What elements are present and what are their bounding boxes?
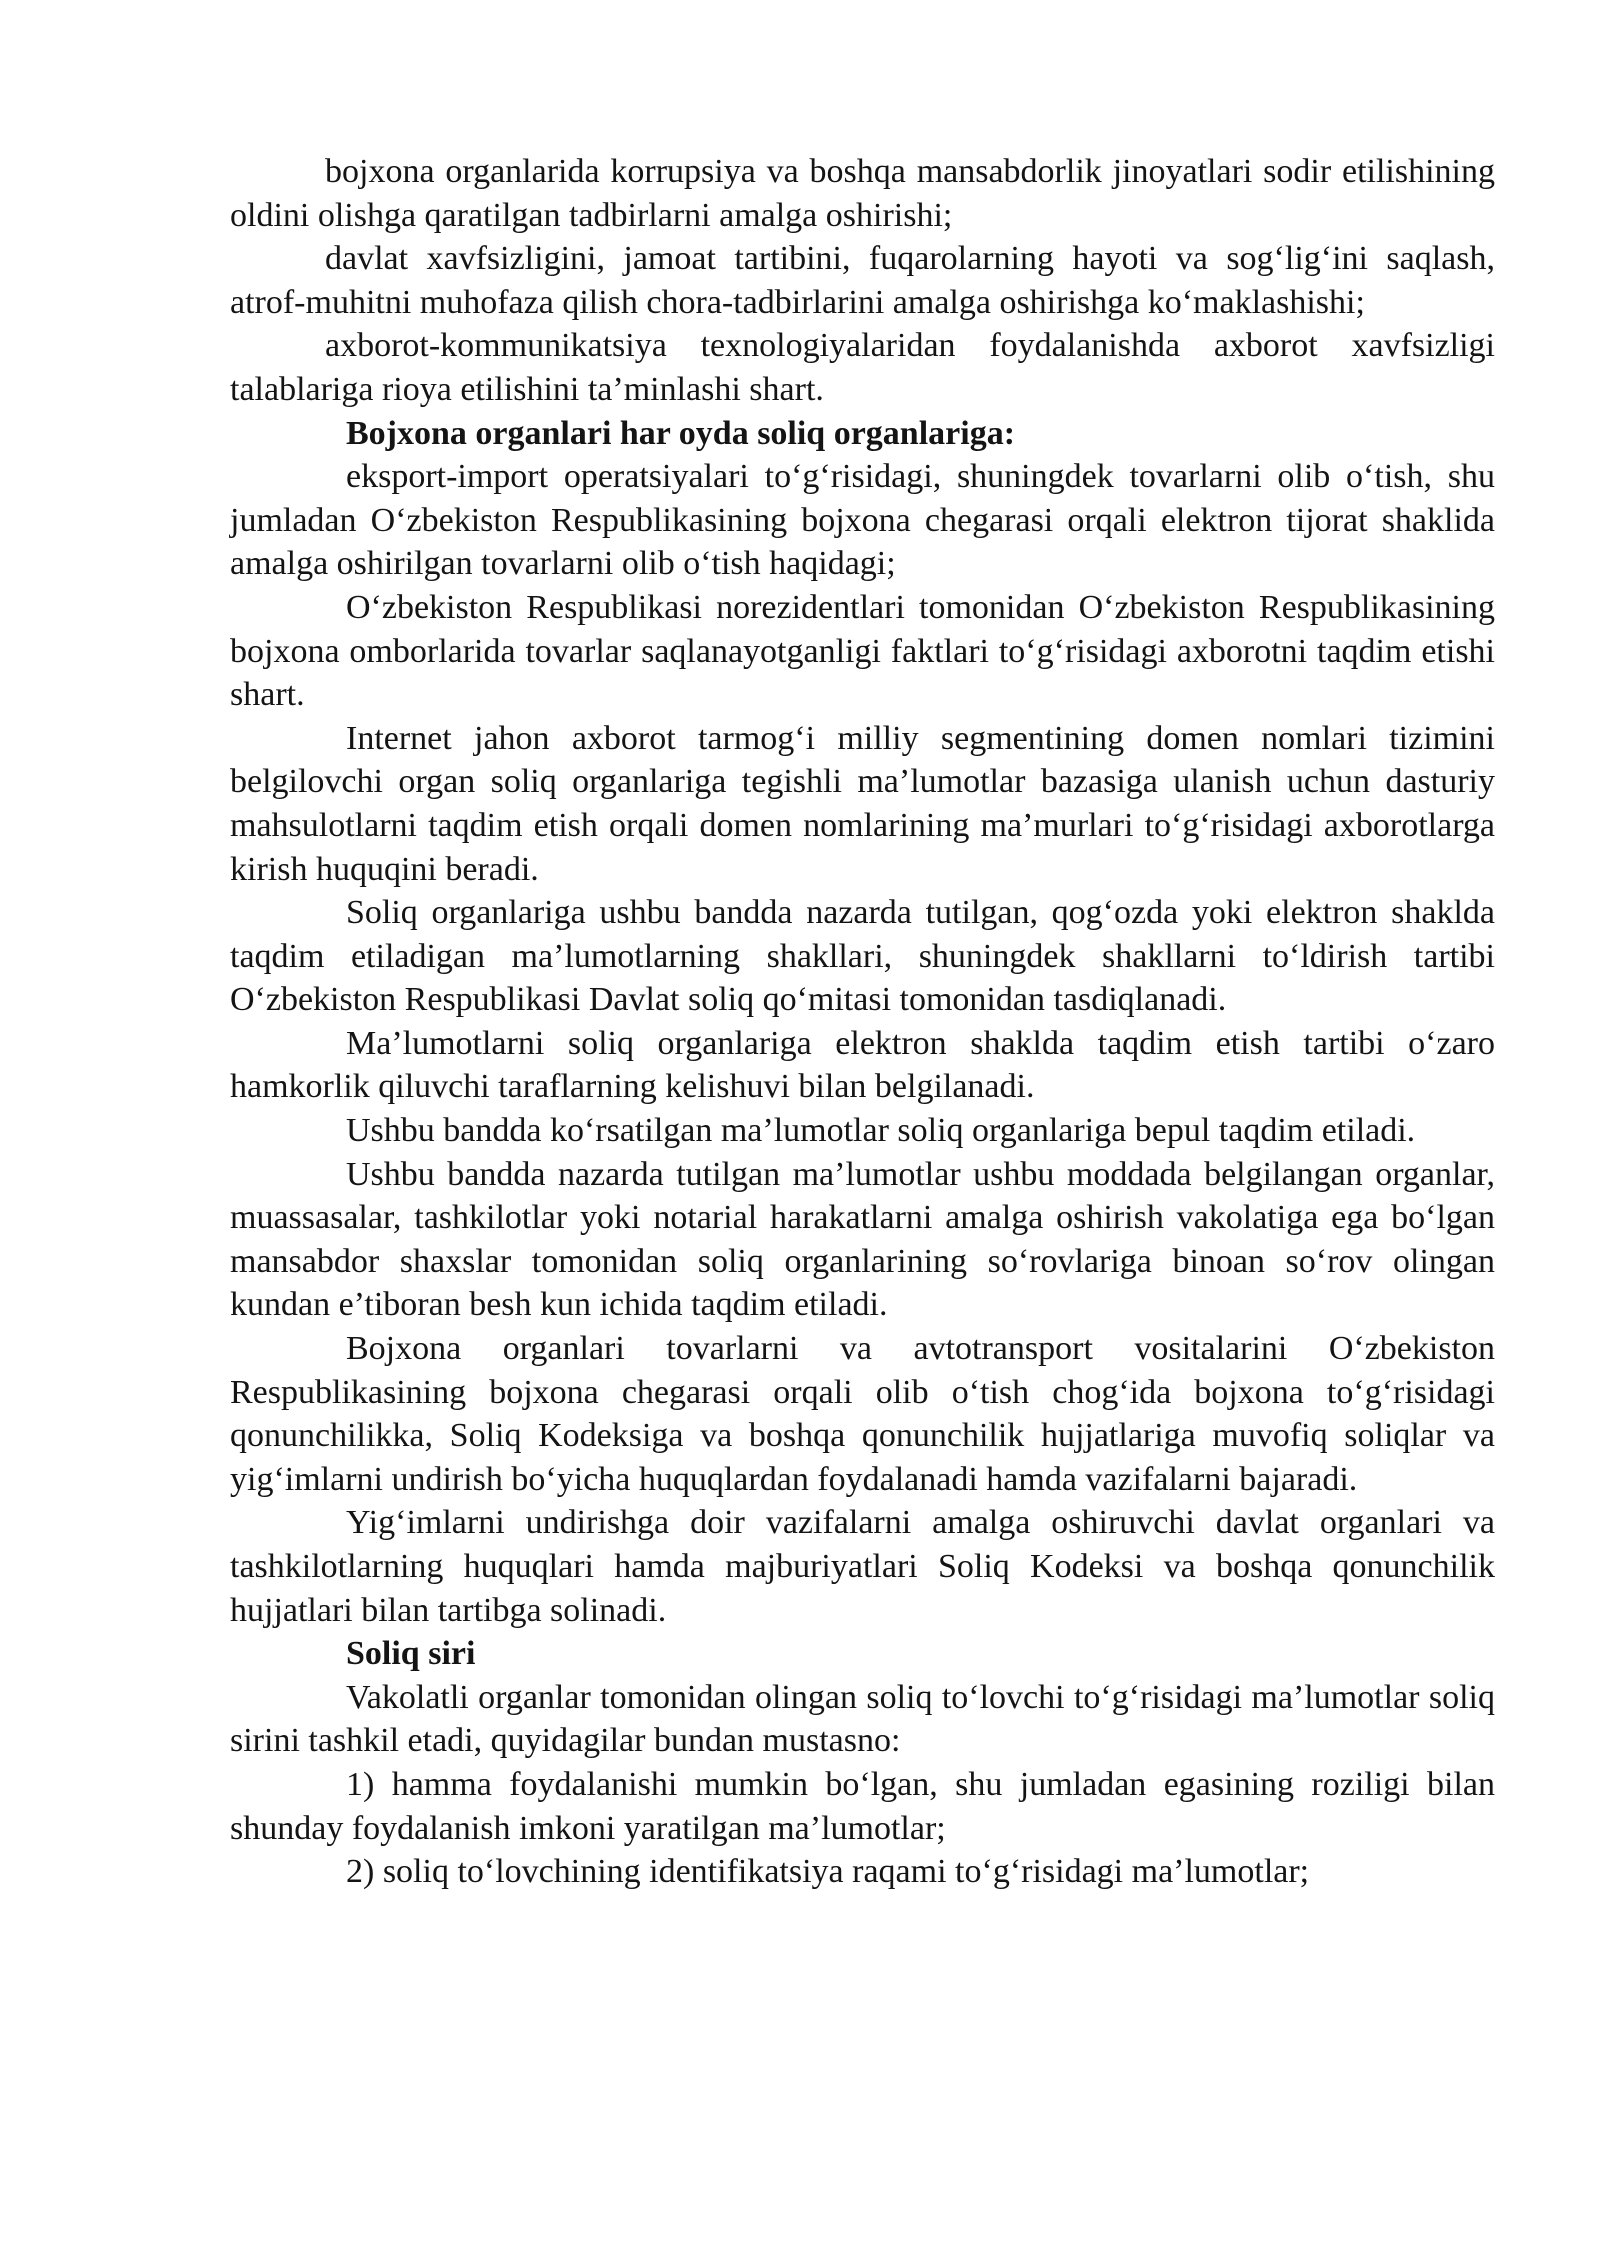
paragraph-data-forms: Soliq organlariga ushbu bandda nazarda tutilgan, qog‘ozda yoki elektron shaklda taqdim etiladigan ma’lumotlarning shakllari, shuningdek shakllarni to‘ldirish tartibi O‘zbekiston Respublikasi Davlat soliq qo‘mitasi tomonidan tasdiqlanadi. — [230, 894, 1495, 1019]
paragraph-free-of-charge: Ushbu bandda ko‘rsatilgan ma’lumotlar soliq organlariga bepul taqdim etiladi. — [346, 1112, 1416, 1150]
paragraph-customs-rights: Bojxona organlari tovarlarni va avtotransport vositalarini O‘zbekiston Respublikasining bojxona chegarasi orqali olib o‘tish chog‘ida bojxona to‘g‘risidagi qonunchilikka, Soliq Kodeksiga va boshqa qonunchilik hujjatlariga muvofiq soliqlar va yig‘imlarni undirish bo‘yicha huquqlardan foydalanadi hamda vazifalarni bajaradi. — [230, 1330, 1495, 1498]
paragraph-fees-collection: Yig‘imlarni undirishga doir vazifalarni amalga oshiruvchi davlat organlari va tashkilotlarning huquqlari hamda majburiyatlari Soliq Kodeksi va boshqa qonunchilik hujjatlari bilan tartibga solinadi. — [230, 1504, 1495, 1629]
paragraph-tax-secret-definition: Vakolatli organlar tomonidan olingan soliq to‘lovchi to‘g‘risidagi ma’lumotlar soliq sirini tashkil etadi, quyidagilar bundan mustasno: — [230, 1678, 1495, 1760]
list-item-1: 1) hamma foydalanishi mumkin bo‘lgan, shu jumladan egasining roziligi bilan shunday foydalanish imkoni yaratilgan ma’lumotlar; — [230, 1765, 1495, 1847]
paragraph-nonresidents: O‘zbekiston Respublikasi norezidentlari tomonidan O‘zbekiston Respublikasining bojxona omborlarida tovarlar saqlanayotganligi faktlari to‘g‘risidagi axborotni taqdim etishi shart. — [230, 588, 1495, 714]
paragraph-internet-domains: Internet jahon axborot tarmog‘i milliy segmentining domen nomlari tizimini belgilovchi organ soliq organlariga tegishli ma’lumotlar bazasiga ulanish uchun dasturiy mahsulotlarni taqdim etish orqali domen nomlarining ma’murlari to‘g‘risidagi axborotlarga kirish huquqini beradi. — [230, 719, 1495, 888]
list-item-2: 2) soliq to‘lovchining identifikatsiya raqami to‘g‘risidagi ma’lumotlar; — [346, 1853, 1310, 1891]
paragraph-electronic-submission: Ma’lumotlarni soliq organlariga elektron shaklda taqdim etish tartibi o‘zaro hamkorlik qiluvchi taraflarning kelishuvi bilan belgilanadi. — [230, 1024, 1495, 1106]
paragraph-information-security: axborot-kommunikatsiya texnologiyalaridan foydalanishda axborot xavfsizligi talablariga rioya etilishini ta’minlashi shart. — [230, 327, 1495, 408]
paragraph-export-import: eksport-import operatsiyalari to‘g‘risidagi, shuningdek tovarlarni olib o‘tish, shu jumladan O‘zbekiston Respublikasining bojxona chegarasi orqali elektron tijorat shaklida amalga oshirilgan tovarlarni olib o‘tish haqidagi; — [230, 458, 1495, 583]
document-page — [230, 150, 1495, 1894]
paragraph-five-days: Ushbu bandda nazarda tutilgan ma’lumotlar ushbu moddada belgilangan organlar, muassasalar, tashkilotlar yoki notarial harakatlarni amalga oshirish vakolatiga ega bo‘lgan mansabdor shaxslar tomonidan soliq organlarining so‘rovlariga binoan so‘rov olingan kundan e’tiboran besh kun ichida taqdim etiladi. — [230, 1155, 1495, 1324]
heading-customs-monthly: Bojxona organlari har oyda soliq organlariga: — [346, 414, 1016, 452]
paragraph-corruption-prevention: bojxona organlarida korrupsiya va boshqa mansabdorlik jinoyatlari sodir etilishining oldini olishga qaratilgan tadbirlarni amalga oshirishi; — [230, 153, 1495, 234]
paragraph-state-security: davlat xavfsizligini, jamoat tartibini, fuqarolarning hayoti va sog‘lig‘ini saqlash, atrof-muhitni muhofaza qilish chora-tadbirlarini amalga oshirishga ko‘maklashishi; — [230, 240, 1495, 321]
heading-tax-secret: Soliq siri — [346, 1635, 476, 1673]
